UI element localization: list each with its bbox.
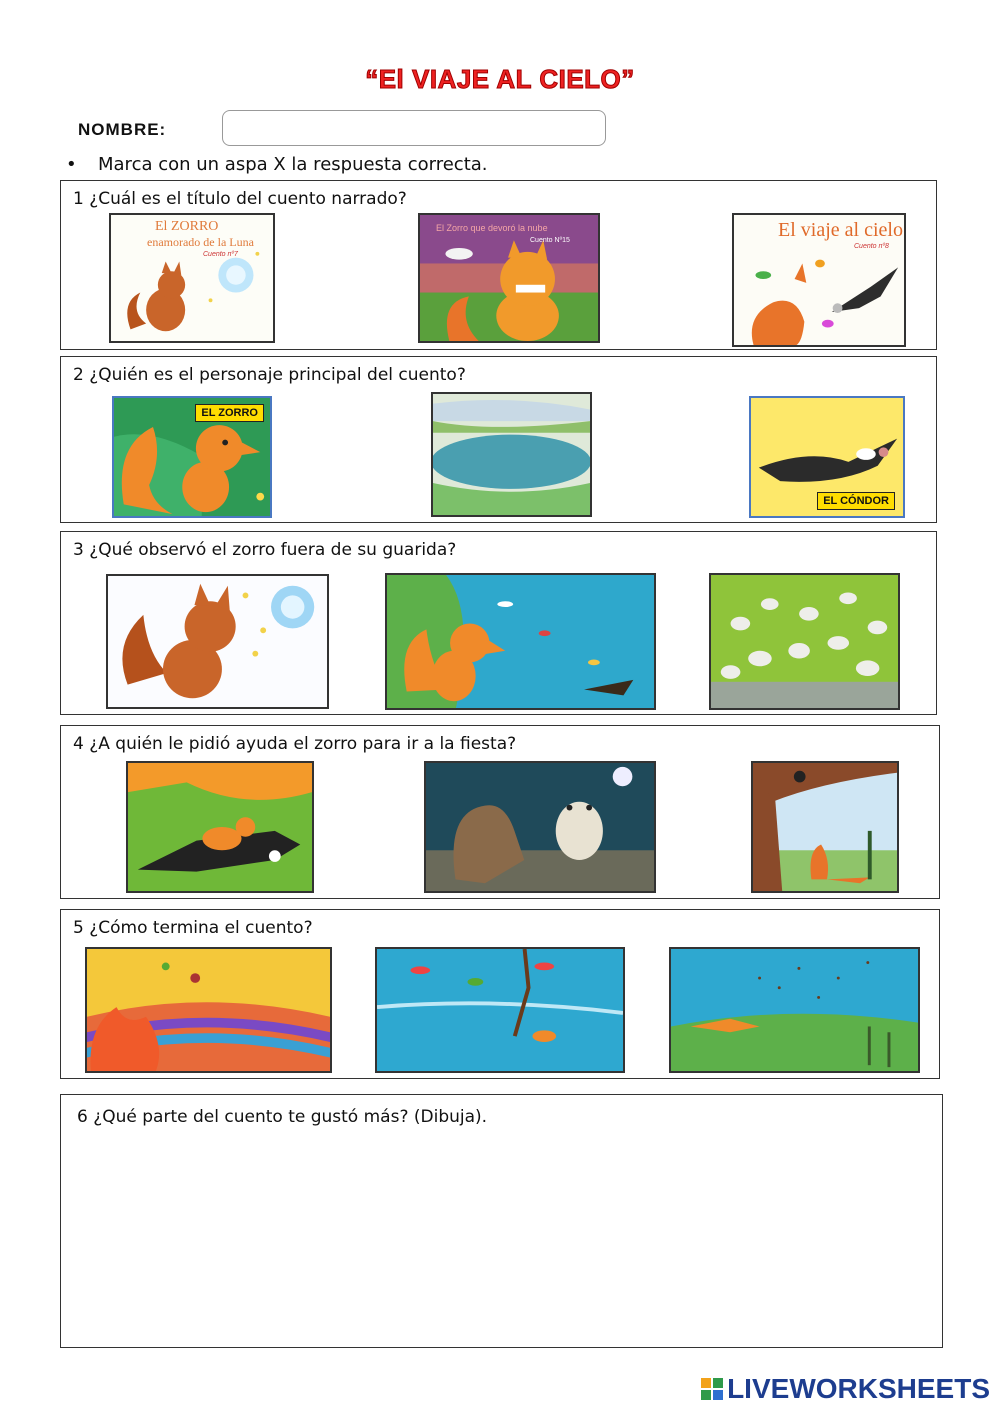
answer-3b-image[interactable] (385, 573, 656, 710)
name-label: NOMBRE: (78, 120, 167, 139)
question-4-text: 4 ¿A quién le pidió ayuda el zorro para ir a la fiesta? (73, 734, 517, 754)
brand-logo (701, 1373, 990, 1405)
question-2-box (60, 356, 937, 523)
question-1-text: 1 ¿Cuál es el título del cuento narrado? (73, 189, 407, 209)
answer-2a-image[interactable] (112, 396, 272, 518)
book-1-subtitle: enamorado de la Luna (147, 235, 254, 249)
condor-label: EL CÓNDOR (817, 492, 895, 510)
worksheet-title: “El VIAJE AL CIELO” (365, 64, 635, 94)
question-5-text: 5 ¿Cómo termina el cuento? (73, 918, 313, 938)
answer-1a-image[interactable] (109, 213, 275, 343)
answer-4c-image[interactable] (751, 761, 899, 893)
answer-4b-image[interactable] (424, 761, 656, 893)
answer-5b-image[interactable] (375, 947, 625, 1073)
book-1-note: Cuento nº7 (203, 251, 238, 258)
answer-5a-image[interactable] (85, 947, 332, 1073)
question-1-box (60, 180, 937, 350)
question-3-text: 3 ¿Qué observó el zorro fuera de su guarida? (73, 540, 457, 560)
book-3-title: El viaje al cielo (778, 219, 903, 241)
book-2-title: El Zorro que devoró la nube (436, 223, 548, 233)
brand-icon (701, 1378, 723, 1400)
answer-3a-image[interactable] (106, 574, 329, 709)
question-5-box (60, 909, 940, 1079)
name-input[interactable] (222, 110, 606, 146)
question-6-text: 6 ¿Qué parte del cuento te gustó más? (Dibuja). (77, 1107, 488, 1127)
answer-1b-image[interactable] (418, 213, 600, 343)
question-6-box[interactable] (60, 1094, 943, 1348)
answer-3c-image[interactable] (709, 573, 900, 710)
question-2-text: 2 ¿Quién es el personaje principal del cuento? (73, 365, 466, 385)
book-1-title: El ZORRO (155, 219, 219, 234)
question-4-box (60, 725, 940, 899)
fox-label: EL ZORRO (195, 404, 264, 422)
answer-5c-image[interactable] (669, 947, 920, 1073)
brand-text: LIVEWORKSHEETS (727, 1373, 990, 1404)
answer-2c-image[interactable] (749, 396, 905, 518)
answer-2b-image[interactable] (431, 392, 592, 517)
instruction: • Marca con un aspa X la respuesta correcta. (66, 154, 488, 175)
answer-1c-image[interactable] (732, 213, 906, 347)
answer-4a-image[interactable] (126, 761, 314, 893)
instruction-text: Marca con un aspa X la respuesta correcta. (98, 154, 488, 175)
book-2-note: Cuento Nº15 (530, 237, 570, 244)
question-3-box (60, 531, 937, 715)
book-3-note: Cuento nº8 (854, 243, 889, 250)
